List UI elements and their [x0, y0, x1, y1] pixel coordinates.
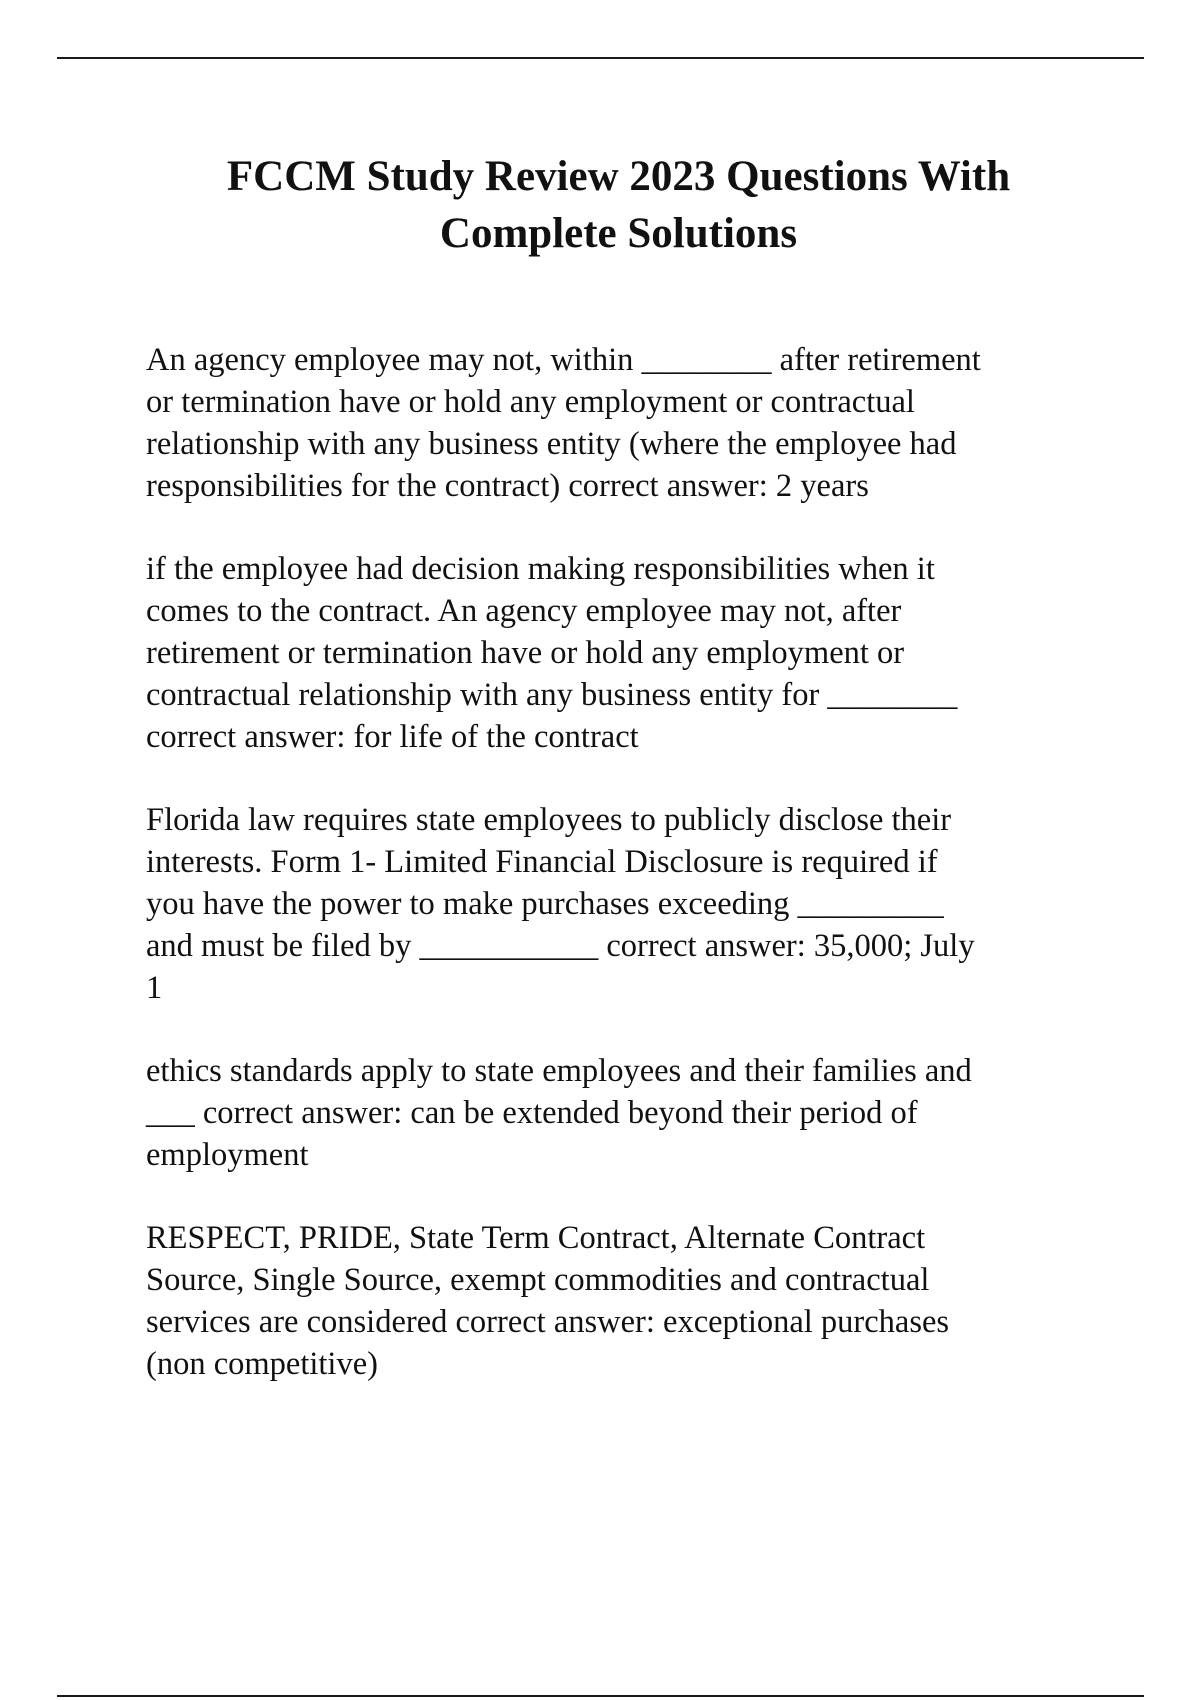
- qa-line: you have the power to make purchases exceeding _________: [146, 886, 944, 922]
- qa-line: Source, Single Source, exempt commodities and contractual: [146, 1262, 930, 1298]
- qa-list: [146, 339, 1086, 1426]
- qa-item: [146, 339, 1086, 507]
- bottom-divider: [57, 1695, 1144, 1697]
- qa-line: RESPECT, PRIDE, State Term Contract, Alternate Contract: [146, 1220, 926, 1256]
- qa-line: (non competitive): [146, 1346, 378, 1382]
- qa-line: ethics standards apply to state employees and their families and: [146, 1053, 972, 1089]
- qa-line: comes to the contract. An agency employee may not, after: [146, 593, 902, 629]
- qa-line: 1: [146, 970, 163, 1006]
- qa-line: Florida law requires state employees to publicly disclose their: [146, 802, 952, 838]
- qa-item: [146, 548, 1086, 758]
- qa-line: retirement or termination have or hold any employment or: [146, 635, 905, 671]
- qa-line: interests. Form 1- Limited Financial Disclosure is required if: [146, 844, 938, 880]
- qa-line: or termination have or hold any employment or contractual: [146, 384, 915, 420]
- qa-line: and must be filed by ___________ correct answer: 35,000; July: [146, 928, 975, 964]
- qa-line: responsibilities for the contract) correct answer: 2 years: [146, 468, 869, 504]
- qa-line: services are considered correct answer: exceptional purchases: [146, 1304, 950, 1340]
- title-line: Complete Solutions: [439, 210, 798, 257]
- title-line: FCCM Study Review 2023 Questions With: [226, 153, 1011, 200]
- top-divider: [57, 57, 1144, 59]
- page-title: [120, 148, 1117, 262]
- qa-line: if the employee had decision making responsibilities when it: [146, 551, 935, 587]
- qa-item: [146, 1050, 1086, 1176]
- qa-item: [146, 799, 1086, 1009]
- qa-line: ___ correct answer: can be extended beyond their period of: [146, 1095, 918, 1131]
- qa-line: employment: [146, 1137, 309, 1173]
- qa-item: [146, 1217, 1086, 1385]
- qa-line: correct answer: for life of the contract: [146, 719, 639, 755]
- qa-line: An agency employee may not, within ________ after retirement: [146, 342, 981, 378]
- qa-line: relationship with any business entity (where the employee had: [146, 426, 957, 462]
- qa-line: contractual relationship with any business entity for ________: [146, 677, 958, 713]
